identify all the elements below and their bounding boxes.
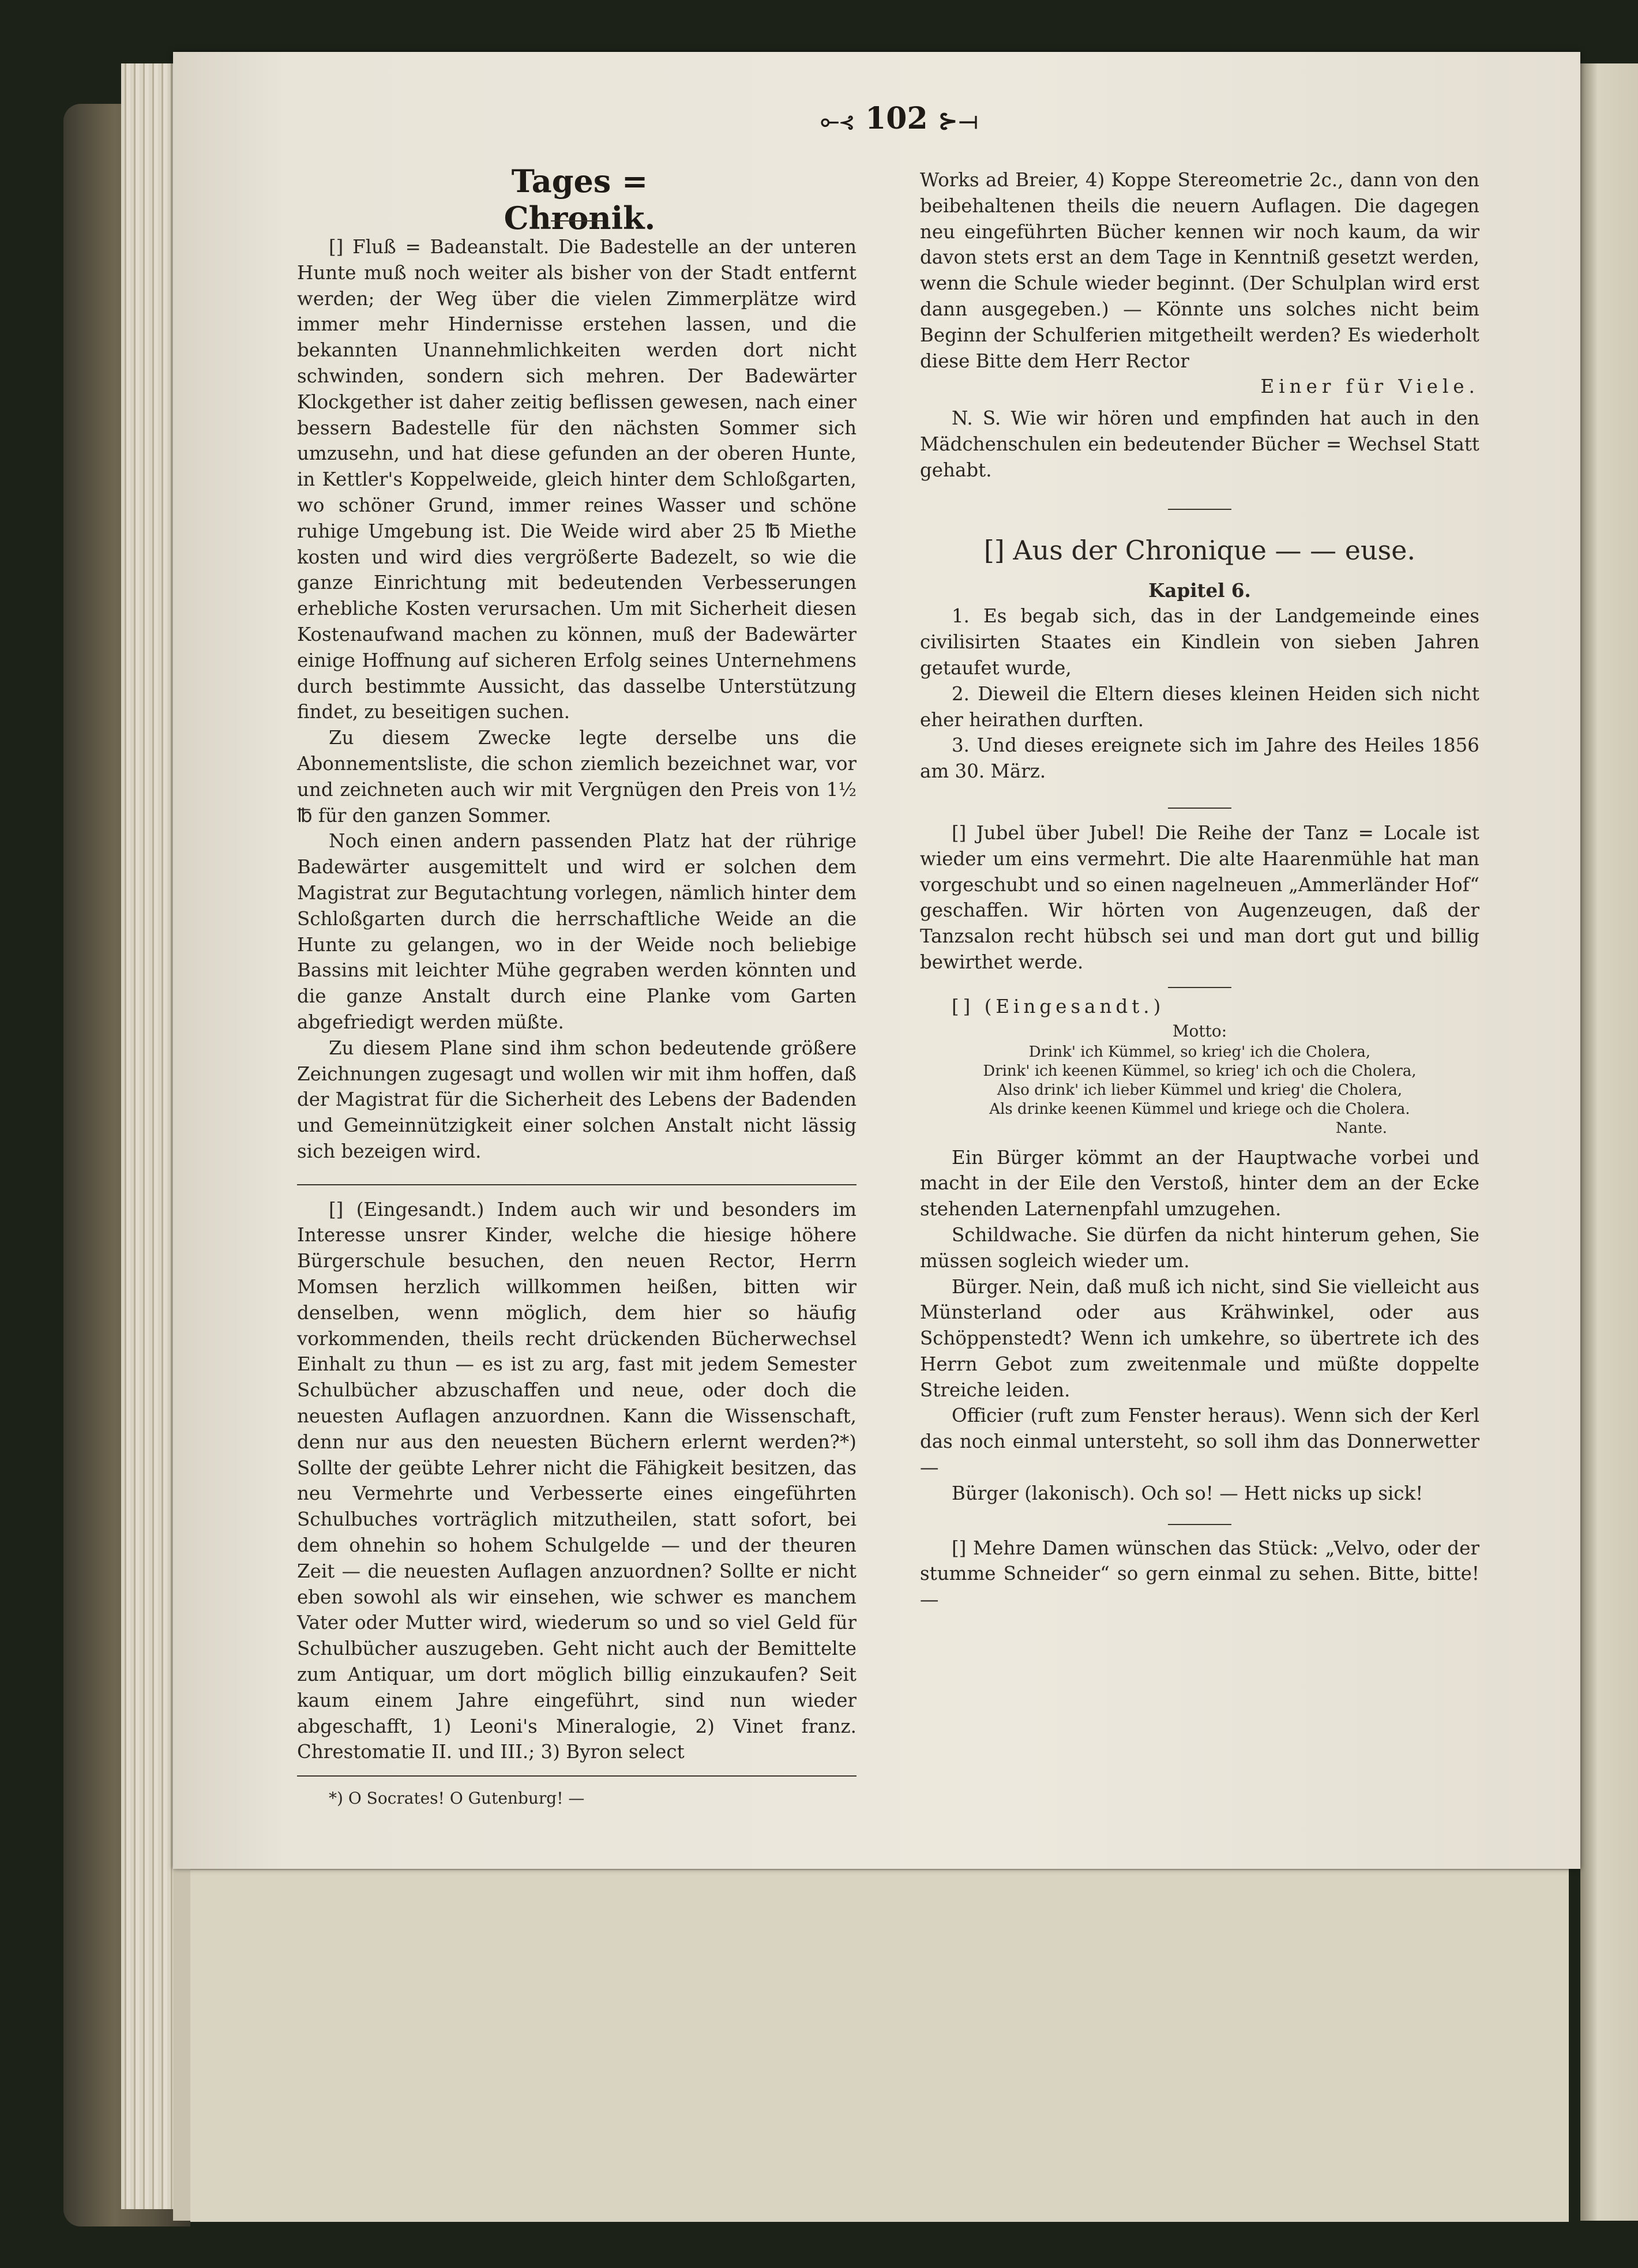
section-title: Tages = Chronik. (504, 163, 656, 236)
left-column (297, 167, 856, 1812)
chronique-heading: [] Aus der Chronique — — euse. (983, 534, 1416, 566)
postscript: N. S. Wie wir hören und empfinden hat auch in den Mädchenschulen ein bedeutender Bücher = Wechsel Statt gehabt. (920, 407, 1479, 481)
dialogue-line: Schildwache. Sie dürfen da nicht hinterum gehen, Sie müssen sogleich wieder um. (920, 1223, 1479, 1272)
right-column (920, 167, 1479, 1613)
page-ornament-left: ⟜⊰ (820, 107, 855, 134)
chronique-verse-1: 1. Es begab sich, das in der Landgemeinde eines civilisirten Staates ein Kindlein von sieben Jahren getaufet wurde, (920, 605, 1479, 679)
chronique-verse-3: 3. Und dieses ereignete sich im Jahre des Heiles 1856 am 30. März. (920, 734, 1479, 783)
article-dance-hall: [] Jubel über Jubel! Die Reihe der Tanz = Locale ist wieder um eins vermehrt. Die alte Haarenmühle hat man vorgeschubt und so einen nagelneuen „Ammerländer Hof“ geschaffen. Wir hörten von Augenzeugen, daß der Tanzsalon recht hübsch sei und man dort gut und billig bewirthet werde. (920, 821, 1479, 973)
article-bath-p4: Zu diesem Plane sind ihm schon bedeutende größere Zeichnungen zugesagt und wollen wir mit ihm hoffen, daß der Magistrat für die Sicherheit des Lebens der Badenden und Gemeinnützigkeit einer solchen Anstalt nicht lässig sich bezeigen wird. (297, 1037, 856, 1162)
dialogue-line: Bürger (lakonisch). Och so! — Hett nicks up sick! (952, 1482, 1423, 1504)
article-bath-p2: Zu diesem Zwecke legte derselbe uns die Abonnementsliste, die schon ziemlich bezeichnet war, vor und zeichneten auch wir mit Vergnügen den Preis von 1½ ℔ für den ganzen Sommer. (297, 727, 856, 827)
lower-page-edge (173, 1869, 190, 2221)
motto-line: Also drink' ich lieber Kümmel und krieg' die Cholera, (997, 1081, 1403, 1099)
dialogue-line: Officier (ruft zum Fenster heraus). Wenn sich der Kerl das noch einmal untersteht, so soll ihm das Donnerwetter — (920, 1405, 1479, 1479)
dialogue-intro: Ein Bürger kömmt an der Hauptwache vorbei und macht in der Eile den Verstoß, hinter dem an der Ecke stehenden Laternenpfahl umzugehen. (920, 1146, 1479, 1221)
dialogue-line: Bürger. Nein, daß muß ich nicht, sind Sie vielleicht aus Münsterland oder aus Krähwinkel, oder aus Schöppenstedt? Wenn ich umkehre, so übertrete ich des Herrn Gebot zum zweitenmale und müßte doppelte Streiche leiden. (920, 1275, 1479, 1401)
facing-page-edge (1580, 63, 1638, 2221)
motto-label: Motto: (1172, 1021, 1227, 1041)
motto-author: Nante. (1335, 1119, 1387, 1137)
motto-line: Drink' ich Kümmel, so krieg' ich die Cholera, (1028, 1043, 1371, 1061)
footnote: *) O Socrates! O Gutenburg! — (329, 1789, 585, 1808)
page-number (802, 101, 998, 136)
signature: Einer für Viele. (1260, 376, 1479, 398)
page-ornament-right: ⊱⟞ (938, 107, 979, 134)
article-school-books-cont: Works ad Breier, 4) Koppe Stereometrie 2c., dann von den beibehaltenen theils die neuern Auflagen. Die dagegen neu eingeführten Bücher kennen wir noch kaum, da wir davon stets erst an dem Tage in Kenntniß gesetzt werden, wenn die Schule wieder beginnt. (Der Schulplan wird erst dann ausgegeben.) — Könnte uns solches nicht beim Beginn der Schulferien mitgetheilt werden? Es wiederholt diese Bitte dem Herr Rector (920, 169, 1479, 372)
chapter-heading: Kapitel 6. (1148, 579, 1251, 602)
chronique-verse-2: 2. Dieweil die Eltern dieses kleinen Heiden sich nicht eher heirathen durften. (920, 682, 1479, 731)
motto-line: Drink' ich keenen Kümmel, so krieg' ich och die Cholera, (983, 1062, 1417, 1080)
article-ladies-request: [] Mehre Damen wünschen das Stück: „Velvo, oder der stumme Schneider“ so gern einmal zu sehen. Bitte, bitte! — (920, 1537, 1479, 1611)
submitted-heading: [] (Eingesandt.) (952, 995, 1165, 1017)
article-bath-p3: Noch einen andern passenden Platz hat der rührige Badewärter ausgemittelt und wird er solchen dem Magistrat zur Begutachtung vorlegen, nämlich hinter dem Schloßgarten durch die herrschaftliche Weide an die Hunte zu gelangen, wo in der Weide noch beliebige Bassins mit leichter Mühe gegraben werden könnten und die ganze Anstalt durch eine Planke vom Garten abgefriedigt werden müßte. (297, 830, 856, 1033)
lower-page-strip (190, 1869, 1569, 2222)
article-school-books: [] (Eingesandt.) Indem auch wir und besonders im Interesse unsrer Kinder, welche die hiesige höhere Bürgerschule besuchen, den neuen Rector, Herrn Momsen herzlich willkommen heißen, bitten wir denselben, wenn möglich, dem hier so häufig vorkommenden, theils recht drückenden Bücherwechsel Einhalt zu thun — es ist zu arg, fast mit jedem Semester Schulbücher abzuschaffen und neue, oder doch die neuesten Auflagen anzuordnen. Kann die Wissenschaft, denn nur aus den neuesten Büchern erlernt werden?*) Sollte der geübte Lehrer nicht die Fähigkeit besitzen, das neu Vermehrte und Verbesserte eines eingeführten Schulbuches vorträglich mitzutheilen, statt sofort, bei dem ohnehin so hohem Schulgelde — und der theuren Zeit — die neuesten Auflagen anzuordnen? Sollte er nicht eben sowohl als wir einsehen, wie schwer es manchem Vater oder Mutter wird, wiederum so und so viel Geld für Schulbücher auszugeben. Geht nicht auch der Bemittelte zum Antiquar, um dort möglich billig einzukaufen? Seit kaum einem Jahre eingeführt, sind nun wieder abgeschafft, 1) Leoni's Mineralogie, 2) Vinet franz. Chrestomatie II. und III.; 3) Byron select (297, 1198, 856, 1763)
motto-line: Als drinke keenen Kümmel und kriege och die Cholera. (989, 1100, 1410, 1118)
page-number-text: 102 (865, 101, 928, 136)
article-bath: [] Fluß = Badeanstalt. Die Badestelle an der unteren Hunte muß noch weiter als bisher von der Stadt entfernt werden; der Weg über die vielen Zimmerplätze wird immer mehr Hindernisse erstehen lassen, und die bekannten Unannehmlichkeiten werden dort nicht schwinden, sondern sich mehren. Der Badewärter Klockgether ist daher zeitig beflissen gewesen, nach einer bessern Badestelle für den nächsten Sommer sich umzusehn, und hat diese gefunden an der oberen Hunte, in Kettler's Koppelweide, gleich hinter dem Schloßgarten, wo schöner Grund, immer reines Wasser und schöne ruhige Umgebung ist. Die Weide wird aber 25 ℔ Miethe kosten und wird dies vergrößerte Badezelt, so wie die ganze Einrichtung mit bedeutenden Verbesserungen erhebliche Kosten verursachen. Um mit Sicherheit diesen Kostenaufwand machen zu können, muß der Badewärter einige Hoffnung auf sicheren Erfolg seines Unternehmens durch bestimmte Aussicht, das dasselbe Unterstützung findet, zu beseitigen suchen. (297, 236, 856, 723)
